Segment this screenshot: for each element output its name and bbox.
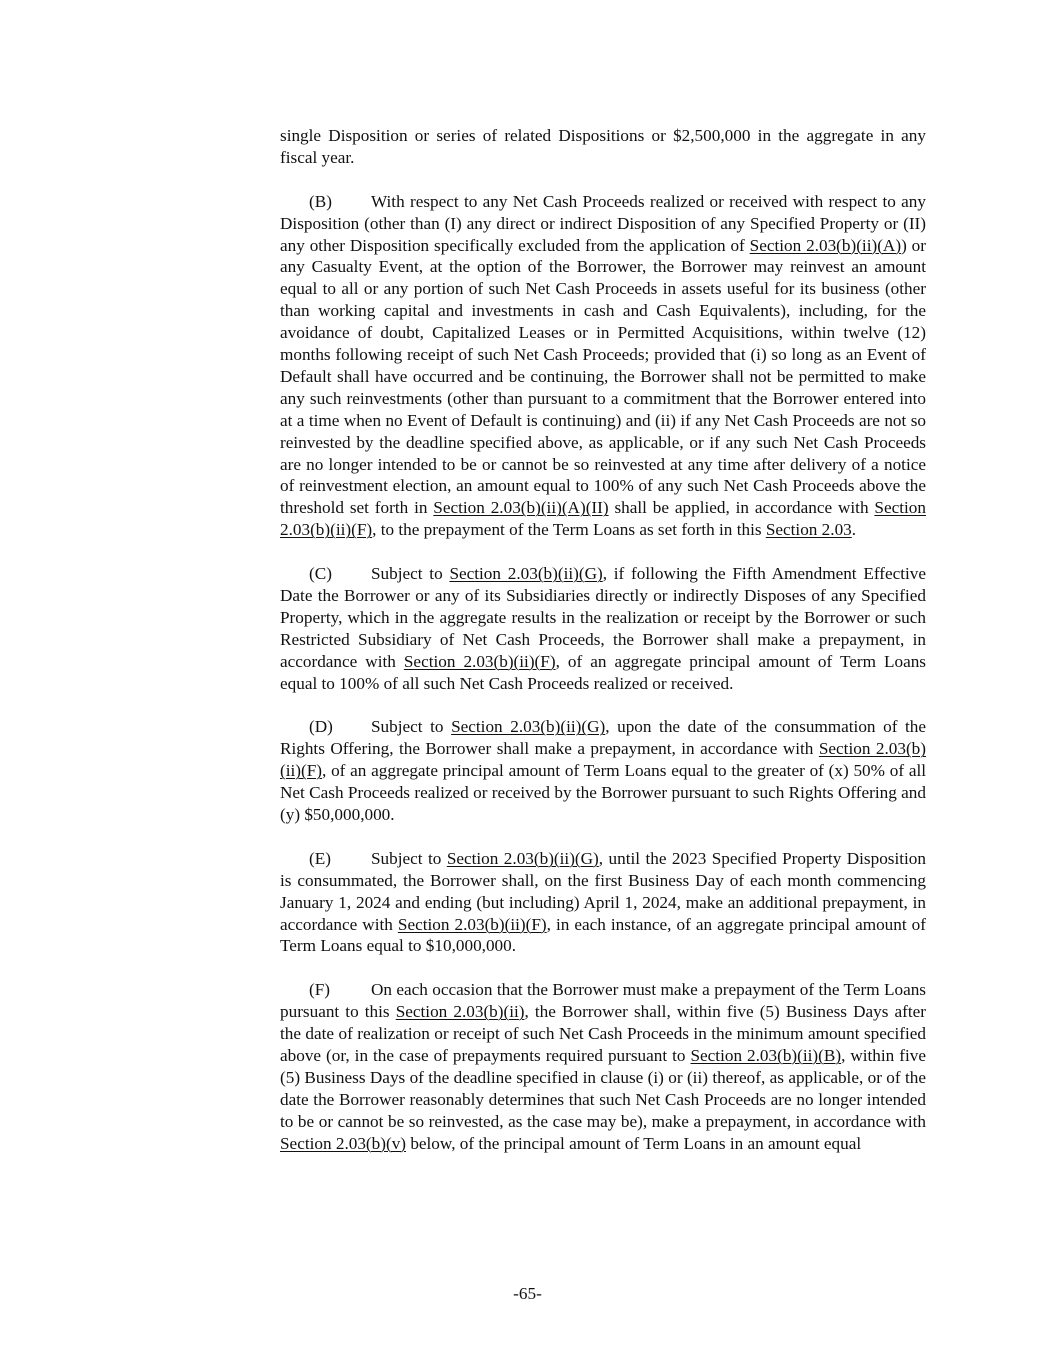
section-reference: Section 2.03(b)(ii)(F) (280, 739, 926, 781)
paragraph-c (280, 563, 926, 694)
paragraph-text: , of an aggregate principal amount of Term Loans equal to the greater of (x) 50% of all Net Cash Proceeds realized or received by the Borrower pursuant to such Rights Offering and (y) $50,000,000. (280, 761, 926, 825)
paragraph-text: . (851, 520, 857, 540)
section-reference: Section 2.03(b)(ii)(G) (451, 717, 606, 737)
paragraph-text: , within five (5) Business Days of the deadline specified in clause (i) or (ii) thereof, as applicable, or of the date the Borrower reasonably determines that such Net Cash Proceeds are no longer intended to be or cannot be so reinvested, as the case may be), make a prepayment, in accordance with (280, 1045, 926, 1131)
section-reference: Section 2.03(b)(v) (280, 1133, 407, 1153)
paragraph-text: , the Borrower shall, within five (5) Business Days after the date of realization or receipt of such Net Cash Proceeds in the minimum amount specified above (or, in the case of prepayments required pursuant to (280, 1002, 926, 1065)
paragraph-text: , of an aggregate principal amount of Term Loans equal to 100% of all such Net Cash Proceeds realized or received. (280, 651, 926, 693)
page-number: -65- (513, 1284, 542, 1303)
paragraph-label: (E) (309, 848, 331, 868)
section-reference: Section 2.03(b)(ii)(F) (280, 498, 926, 540)
paragraph-text: , upon the date of the consummation of the Rights Offering, the Borrower shall make a prepayment, in accordance with (280, 717, 926, 759)
paragraph-text: , until the 2023 Specified Property Disposition is consummated, the Borrower shall, on the first Business Day of each month commencing January 1, 2024 and ending (but including) April 1, 2024, make an additional prepayment, in accordance with (280, 848, 926, 934)
section-reference: Section 2.03(b)(ii)(G) (449, 564, 603, 584)
paragraph-b (280, 191, 926, 542)
paragraph-f (280, 979, 926, 1154)
paragraph-label: (F) (309, 980, 331, 1000)
section-reference: Section 2.03(b)(ii)(F) (403, 651, 556, 671)
paragraph-text: , to the prepayment of the Term Loans as set forth in this (372, 520, 766, 540)
section-reference: Section 2.03(b)(ii)(A)(II) (433, 498, 609, 518)
paragraph-continuation (280, 125, 926, 169)
paragraph-text: With respect to any Net Cash Proceeds realized or received with respect to any Disposition (other than (I) any direct or indirect Disposition of any Specified Property or (II) any other Disposition specifically excluded from the application of (280, 191, 926, 255)
paragraph-text: Subject to (371, 848, 447, 868)
body-text (280, 125, 926, 1176)
section-reference: Section 2.03(b)(ii) (395, 1002, 525, 1022)
paragraph-e (280, 848, 926, 958)
paragraph-label: (C) (309, 564, 332, 584)
section-reference: Section 2.03(b)(ii)(F) (397, 914, 547, 934)
paragraph-text: Subject to (371, 564, 450, 584)
section-reference: Section 2.03(b)(ii)(B) (690, 1045, 842, 1065)
section-reference: Section 2.03(b)(ii)(A) (749, 235, 902, 255)
paragraph-label: (B) (309, 191, 332, 211)
paragraph-text: On each occasion that the Borrower must make a prepayment of the Term Loans pursuant to this (280, 980, 926, 1022)
paragraph-text: , if following the Fifth Amendment Effective Date the Borrower or any of its Subsidiaries directly or indirectly Disposes of any Specified Property, which in the aggregate results in the realization or receipt by the Borrower or such Restricted Subsidiary of Net Cash Proceeds, the Borrower shall make a prepayment, in accordance with (280, 564, 926, 671)
paragraph-text: below, of the principal amount of Term Loans in an amount equal (406, 1133, 862, 1153)
paragraph-text: ) or any Casualty Event, at the option of the Borrower, the Borrower may reinvest an amount equal to all or any portion of such Net Cash Proceeds in assets useful for its business (other than working capital and investments in cash and Cash Equivalents), including, for the avoidance of doubt, Capitalized Leases or in Permitted Acquisitions, within twelve (12) months following receipt of such Net Cash Proceeds; provided that (i) so long as an Event of Default shall have occurred and be continuing, the Borrower shall not be permitted to make any such reinvestments (other than pursuant to a commitment that the Borrower entered into at a time when no Event of Default is continuing) and (ii) if any Net Cash Proceeds are not so reinvested by the deadline specified above, as applicable, or if any such Net Cash Proceeds are no longer intended to be or cannot be so reinvested at any time after delivery of a notice of reinvestment election, an amount equal to 100% of any such Net Cash Proceeds above the threshold set forth in (280, 235, 926, 518)
paragraph-label: (D) (309, 717, 333, 737)
paragraph-d (280, 716, 926, 826)
section-reference: Section 2.03(b)(ii)(G) (446, 848, 599, 868)
paragraph-text: , in each instance, of an aggregate principal amount of Term Loans equal to $10,000,000. (280, 914, 926, 956)
section-reference: Section 2.03 (765, 520, 852, 540)
paragraph-text: shall be applied, in accordance with (608, 498, 875, 518)
paragraph-text: Subject to (371, 717, 452, 737)
paragraph-text: single Disposition or series of related Dispositions or $2,500,000 in the aggregate in any fiscal year. (280, 126, 926, 167)
